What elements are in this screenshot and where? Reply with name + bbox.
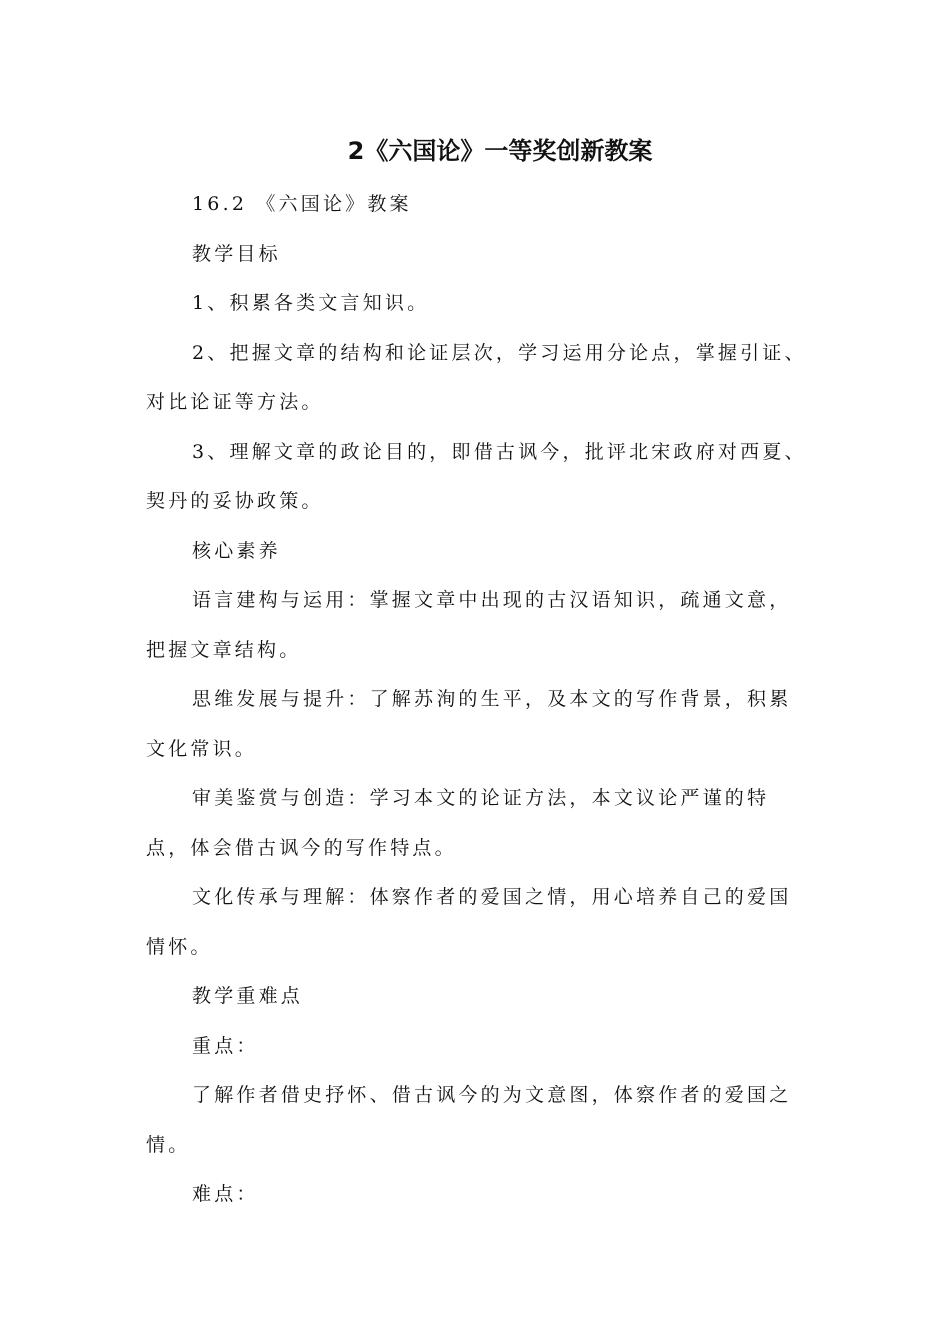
key-points-label: 重点： <box>192 1034 259 1057</box>
literacy-item-aesthetics: 审美鉴赏与创造：学习本文的论证方法，本文议论严谨的特点，体会借古讽今的写作特点。 <box>146 787 770 859</box>
objective-item-1: 1、积累各类文言知识。 <box>192 292 430 314</box>
section-heading-objectives: 教学目标 <box>192 242 281 265</box>
difficult-points-label: 难点： <box>192 1183 259 1205</box>
section-heading-core-literacy: 核心素养 <box>192 539 281 562</box>
objective-item-2: 2、把握文章的结构和论证层次，学习运用分论点，掌握引证、对比论证等方法。 <box>146 341 807 413</box>
literacy-item-thinking: 思维发展与提升：了解苏洵的生平，及本文的写作背景，积累文化常识。 <box>146 688 792 760</box>
literacy-item-language: 语言建构与运用：掌握文章中出现的古汉语知识，疏通文意，把握文章结构。 <box>146 589 792 661</box>
literacy-item-culture: 文化传承与理解：体察作者的爱国之情，用心培养自己的爱国情怀。 <box>146 886 792 958</box>
objective-item-3: 3、理解文章的政论目的，即借古讽今，批评北宋政府对西夏、契丹的妥协政策。 <box>146 440 807 512</box>
key-points-text: 了解作者借史抒怀、借古讽今的为文意图，体察作者的爱国之情。 <box>146 1084 792 1156</box>
document-title: 2《六国论》一等奖创新教案 <box>347 137 653 165</box>
document-body <box>146 180 808 1220</box>
section-heading-key-difficult: 教学重难点 <box>192 985 304 1007</box>
lesson-subtitle: 16.2 《六国论》教案 <box>192 193 412 215</box>
